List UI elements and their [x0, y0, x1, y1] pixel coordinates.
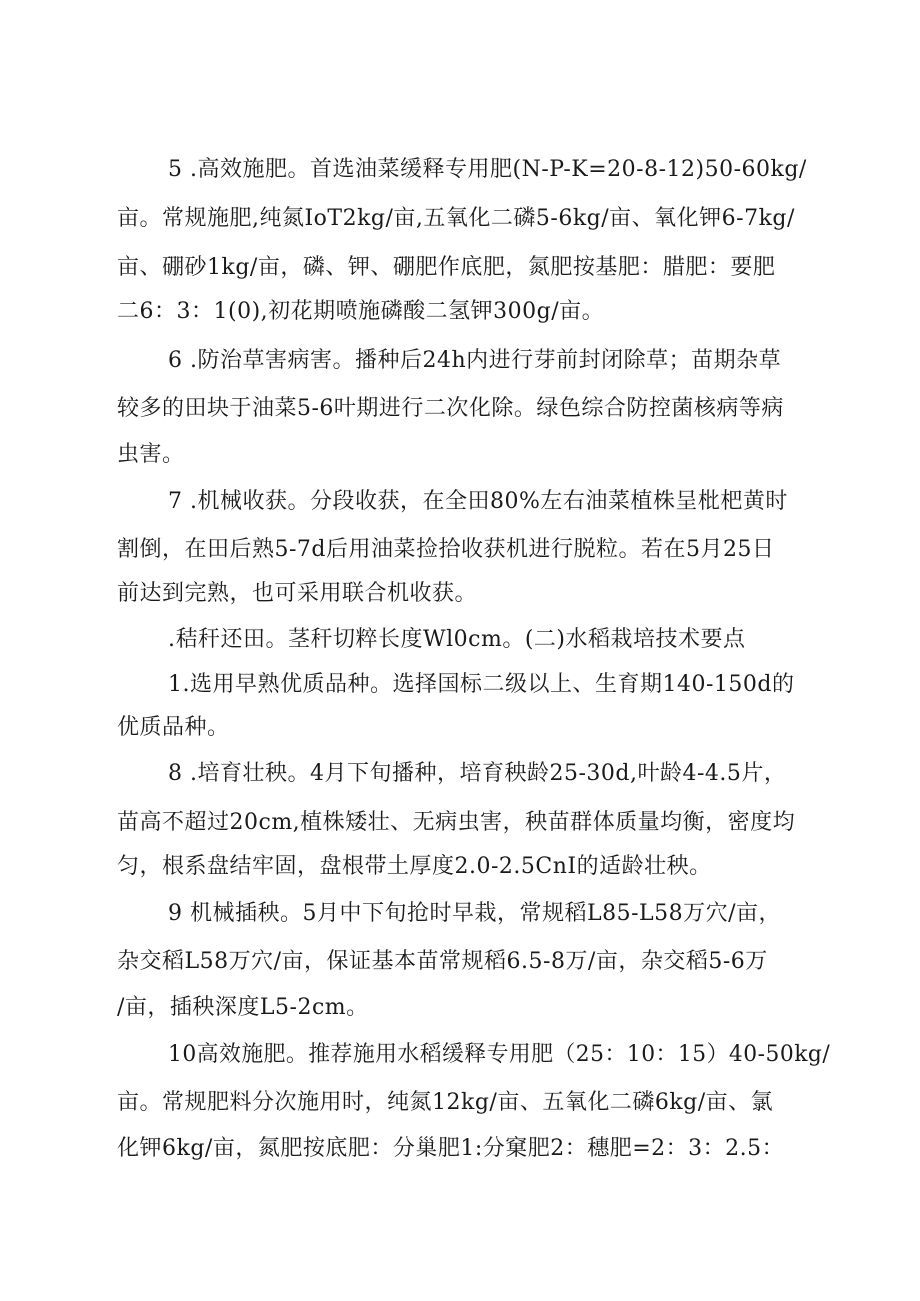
- paragraph-7-line-1: 7 .机械收获。分段收获，在全田80%左右油菜植株呈枇杷黄时: [168, 489, 788, 514]
- paragraph-9-line-1: 9 机械插秧。5月中下旬抢时早栽，常规稻L85-L58万穴/亩，: [168, 901, 782, 926]
- paragraph-10-line-2: 亩。常规肥料分次施用时，纯氮12kg/亩、五氧化二磷6kg/亩、氯: [117, 1090, 774, 1115]
- paragraph-straw-line-1: .秸秆还田。茎秆切粹长度Wl0cm。(二)水稻栽培技术要点: [168, 627, 746, 652]
- paragraph-8-line-1: 8 .培育壮秧。4月下旬播种，培育秧龄25-30d,叶龄4-4.5片，: [168, 761, 787, 786]
- paragraph-8-line-3: 匀，根系盘结牢固，盘根带土厚度2.0-2.5CnI的适龄壮秧。: [117, 854, 712, 879]
- paragraph-5-line-2: 亩。常规施肥,纯氮IoT2kg/亩,五氧化二磷5-6kg/亩、氧化钾6-7kg/: [117, 206, 795, 231]
- paragraph-rice-1-line-2: 优质品种。: [117, 715, 230, 740]
- paragraph-10-line-3: 化钾6kg/亩，氮肥按底肥：分巢肥1:分窠肥2：穗肥=2：3：2.5：: [117, 1136, 785, 1161]
- paragraph-8-line-2: 苗高不超过20cm,植株矮壮、无病虫害，秧苗群体质量均衡，密度均: [117, 810, 796, 835]
- paragraph-6-line-1: 6 .防治草害病害。播种后24h内进行芽前封闭除草；苗期杂草: [168, 348, 782, 373]
- paragraph-6-line-2: 较多的田块于油菜5-6叶期进行二次化除。绿色综合防控菌核病等病: [117, 396, 784, 421]
- paragraph-7-line-3: 前达到完熟，也可采用联合机收获。: [117, 581, 478, 606]
- paragraph-9-line-3: /亩，插秧深度L5-2cm。: [117, 995, 369, 1020]
- paragraph-7-line-2: 割倒，在田后熟5-7d后用油菜捡拾收获机进行脱粒。若在5月25日: [117, 537, 775, 562]
- paragraph-rice-1-line-1: 1.选用早熟优质品种。选择国标二级以上、生育期140-150d的: [168, 672, 795, 697]
- paragraph-5-line-4: 二6：3：1(0),初花期喷施磷酸二氢钾300g/亩。: [117, 299, 605, 324]
- paragraph-5-line-1: 5 .高效施肥。首选油菜缓释专用肥(N-P-K=20-8-12)50-60kg/: [168, 157, 807, 182]
- paragraph-10-line-1: 10高效施肥。推荐施用水稻缓释专用肥（25：10：15）40-50kg/: [168, 1042, 831, 1067]
- paragraph-6-line-3: 虫害。: [117, 442, 185, 467]
- paragraph-9-line-2: 杂交稻L58万穴/亩，保证基本苗常规稻6.5-8万/亩，杂交稻5-6万: [117, 949, 768, 974]
- paragraph-5-line-3: 亩、硼砂1kg/亩，磷、钾、硼肥作底肥，氮肥按基肥：腊肥：要肥: [117, 255, 776, 280]
